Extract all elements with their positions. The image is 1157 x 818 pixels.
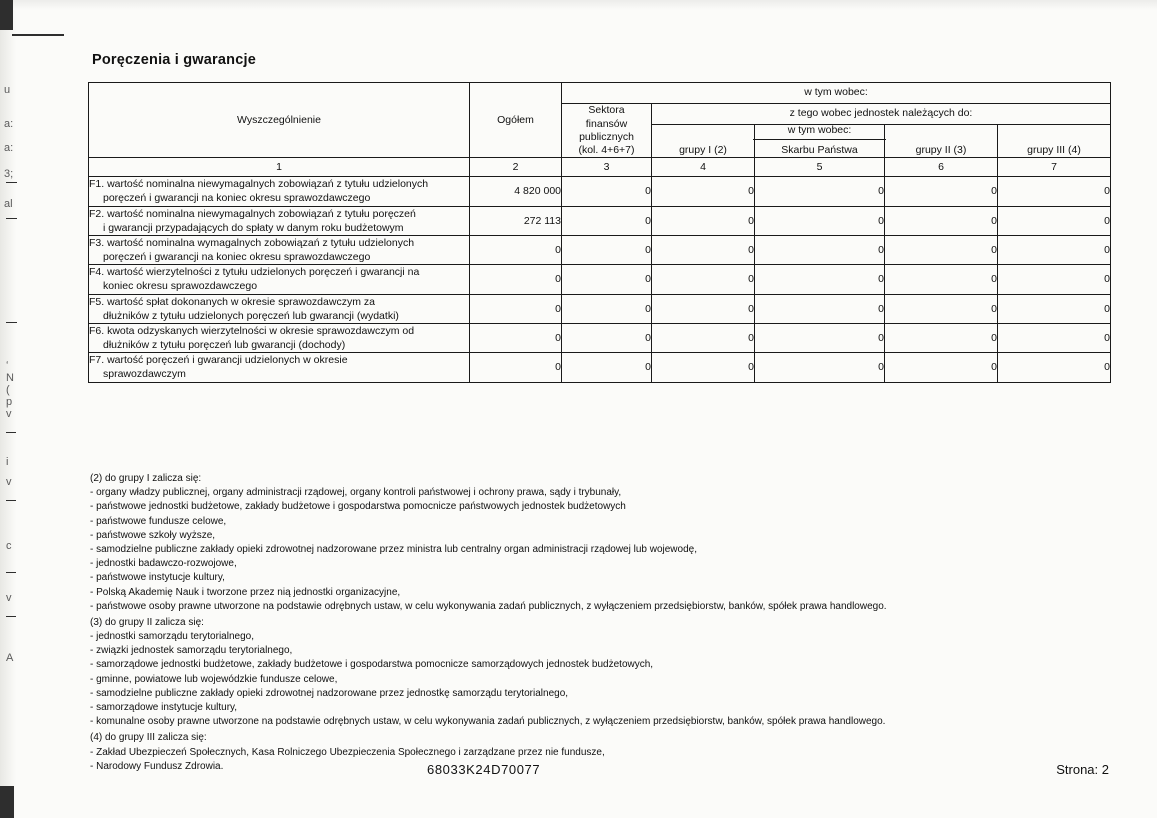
scan-artifact [6,572,16,573]
row-label-line-1: F4. wartość wierzytelności z tytułu udzielonych poręczeń i gwarancji na [89,266,420,279]
page-title: Poręczenia i gwarancje [92,52,256,68]
scan-artifact [6,616,16,617]
row-label-line-1: F1. wartość nominalna niewymagalnych zobowiązań z tytułu udzielonych [89,178,429,191]
cell-value: 0 [998,235,1111,264]
margin-mark: a: [4,142,14,154]
cell-value: 0 [562,235,652,264]
footnote-item: - jednostki badawczo-rozwojowe, [90,558,237,570]
cell-value: 4 820 000 [470,177,562,206]
footnotes [90,470,1100,774]
cell-value: 0 [755,323,885,352]
page-number: Strona: 2 [1056,762,1109,777]
header-wyszczegolnienie: Wyszczególnienie [89,83,470,158]
cell-value: 0 [470,235,562,264]
footnote-item: - gminne, powiatowe lub wojewódzkie fundusze celowe, [90,673,338,685]
column-number-row [89,158,1111,177]
row-label-line-1: F3. wartość nominalna wymagalnych zobowiązań z tytułu udzielonych [89,236,415,249]
row-label-line-1: F7. wartość poręczeń i gwarancji udzielonych w okresie [89,354,348,367]
cell-value: 0 [652,353,755,382]
row-label [89,323,470,352]
cell-value: 0 [652,323,755,352]
row-label-line-2: poręczeń i gwarancji na koniec okresu sprawozdawczego [103,192,371,205]
table-row [89,353,1111,382]
colnum-4: 4 [652,158,755,177]
margin-mark: c [6,540,12,552]
cell-value: 0 [998,323,1111,352]
scan-artifact [6,322,17,323]
cell-value: 0 [885,177,998,206]
cell-value: 0 [885,235,998,264]
cell-value: 0 [998,177,1111,206]
cell-value: 0 [755,235,885,264]
cell-value: 0 [652,265,755,294]
footnote-group-1-head: (2) do grupy I zalicza się: [90,473,202,484]
cell-value: 0 [885,265,998,294]
header-sektora-line-4: (kol. 4+6+7) [578,143,635,156]
row-label-line-2: sprawozdawczym [103,368,186,381]
colnum-6: 6 [885,158,998,177]
row-label-line-2: dłużników z tytułu poręczeń lub gwarancji (dochody) [103,339,346,352]
header-w-tym-wobec-2: w tym wobec: [753,122,886,140]
scan-artifact [6,432,16,433]
colnum-7: 7 [998,158,1111,177]
colnum-3: 3 [562,158,652,177]
cell-value: 0 [885,353,998,382]
cell-value: 0 [885,323,998,352]
cell-value: 0 [562,177,652,206]
footnote-item: - Polską Akademię Nauk i tworzone przez nią jednostki organizacyjne, [90,586,401,598]
margin-mark: v [6,476,12,488]
cell-value: 0 [755,353,885,382]
cell-value: 0 [562,265,652,294]
header-sektora-finansow [562,104,652,158]
guarantees-table [88,82,1111,383]
footnote-item: - samorządowe instytucje kultury, [90,702,238,713]
table-row [89,294,1111,323]
table-row [89,206,1111,235]
row-label-line-2: i gwarancji przypadających do spłaty w danym roku budżetowym [103,221,404,234]
table-row [89,265,1111,294]
margin-mark: v [6,592,12,604]
margin-mark: v [6,408,12,420]
scan-artifact [12,34,64,36]
header-w-tym-wobec: w tym wobec: [562,83,1111,104]
scan-artifact [6,218,17,219]
header-grupy-2: grupy II (3) [885,125,998,158]
scan-artifact [0,786,14,818]
footnote-item: - państwowe osoby prawne utworzone na podstawie odrębnych ustaw, w celu wykonywania zadań publicznych, z wyłączeniem przedsiębiorstw, banków, spółek prawa handlowego. [90,600,887,612]
footnote-item: - jednostki samorządu terytorialnego, [90,631,254,643]
header-grupy-3: grupy III (4) [998,125,1111,158]
colnum-5: 5 [755,158,885,177]
row-label-line-1: F5. wartość spłat dokonanych w okresie sprawozdawczym za [89,295,375,308]
header-sektora-line-1: Sektora [588,104,625,117]
cell-value: 0 [652,177,755,206]
cell-value: 0 [998,294,1111,323]
row-label [89,265,470,294]
header-z-tego-wobec: z tego wobec jednostek należących do: [652,104,1111,125]
margin-mark: N [6,372,14,384]
footnote-item: - Narodowy Fundusz Zdrowia. [90,760,224,772]
row-label-line-2: poręczeń i gwarancji na koniec okresu sprawozdawczego [103,251,371,264]
header-sektora-line-2: finansów [585,117,628,130]
cell-value: 0 [755,265,885,294]
row-label-line-1: F6. kwota odzyskanych wierzytelności w okresie sprawozdawczym od [89,324,415,337]
footnote-group-2-head: (3) do grupy II zalicza się: [90,616,204,628]
cell-value: 0 [998,206,1111,235]
cell-value: 272 113 [470,206,562,235]
scan-artifact [6,182,17,183]
cell-value: 0 [470,353,562,382]
footnote-item: - organy władzy publicznej, organy administracji rządowej, organy kontroli państwowej i ochrony prawa, sądy i trybunały, [90,487,622,499]
margin-mark: 3; [4,168,14,180]
header-ogolem: Ogółem [470,83,562,158]
margin-mark: ʻ [6,360,9,372]
cell-value: 0 [562,323,652,352]
margin-mark: u [4,84,11,96]
footnote-group-3-head: (4) do grupy III zalicza się: [90,732,207,744]
cell-value: 0 [562,206,652,235]
margin-mark: al [4,198,13,210]
margin-mark: ( [6,384,10,396]
cell-value: 0 [652,206,755,235]
footnote-item: - samodzielne publiczne zakłady opieki zdrowotnej nadzorowane przez jednostkę samorządu terytorialnego, [90,687,569,699]
margin-mark: i [6,456,9,468]
row-label-line-1: F2. wartość nominalna niewymagalnych zobowiązań z tytułu poręczeń [89,207,416,220]
footnote-item: - związki jednostek samorządu terytorialnego, [90,645,293,657]
scan-artifact [0,0,13,30]
row-label-line-2: koniec okresu sprawozdawczego [103,280,258,293]
footnote-item: - państwowe szkoły wyższe, [90,529,216,541]
scan-edge-top [0,0,1157,10]
row-label [89,294,470,323]
margin-mark: a: [4,118,14,130]
cell-value: 0 [652,294,755,323]
cell-value: 0 [998,353,1111,382]
footnote-item: - państwowe jednostki budżetowe, zakłady budżetowe i gospodarstwa pomocnicze państwowych jednostek budżetowych [90,501,626,513]
cell-value: 0 [755,294,885,323]
cell-value: 0 [562,353,652,382]
cell-value: 0 [470,265,562,294]
colnum-2: 2 [470,158,562,177]
footnote-item: - państwowe fundusze celowe, [90,515,227,527]
margin-mark: p [6,396,13,408]
cell-value: 0 [755,177,885,206]
footnote-item: - komunalne osoby prawne utworzone na podstawie odrębnych ustaw, w celu wykonywania zadań publicznych, z wyłączeniem przedsiębiorstw, banków, spółek prawa handlowego. [90,716,886,728]
footnote-item: - samodzielne publiczne zakłady opieki zdrowotnej nadzorowane przez ministra lub centralny organ administracji rządowej lub wojewodę, [90,543,697,555]
margin-mark: A [6,652,14,664]
header-sektora-line-3: publicznych [579,130,634,143]
row-label [89,206,470,235]
cell-value: 0 [755,206,885,235]
cell-value: 0 [885,206,998,235]
header-skarbu-panstwa: w tym wobec: Skarbu Państwa [755,125,885,158]
header-grupy-1: grupy I (2) [652,125,755,158]
cell-value: 0 [562,294,652,323]
row-label-line-2: dłużników z tytułu udzielonych poręczeń lub gwarancji (wydatki) [103,309,399,322]
table-row [89,323,1111,352]
cell-value: 0 [652,235,755,264]
row-label [89,177,470,206]
cell-value: 0 [470,323,562,352]
footnote-item: - samorządowe jednostki budżetowe, zakłady budżetowe i gospodarstwa pomocnicze samorządowych jednostek budżetowych, [90,659,654,671]
table-row [89,235,1111,264]
scan-artifact [6,500,16,501]
cell-value: 0 [470,294,562,323]
table-row [89,177,1111,206]
cell-value: 0 [998,265,1111,294]
cell-value: 0 [885,294,998,323]
footnote-item: - Zakład Ubezpieczeń Społecznych, Kasa Rolniczego Ubezpieczenia Społecznego i zarządzane przez nie fundusze, [90,746,605,758]
document-code: 68033K24D70077 [427,762,541,777]
row-label [89,353,470,382]
footnote-item: - państwowe instytucje kultury, [90,572,225,584]
colnum-1: 1 [89,158,470,177]
row-label [89,235,470,264]
